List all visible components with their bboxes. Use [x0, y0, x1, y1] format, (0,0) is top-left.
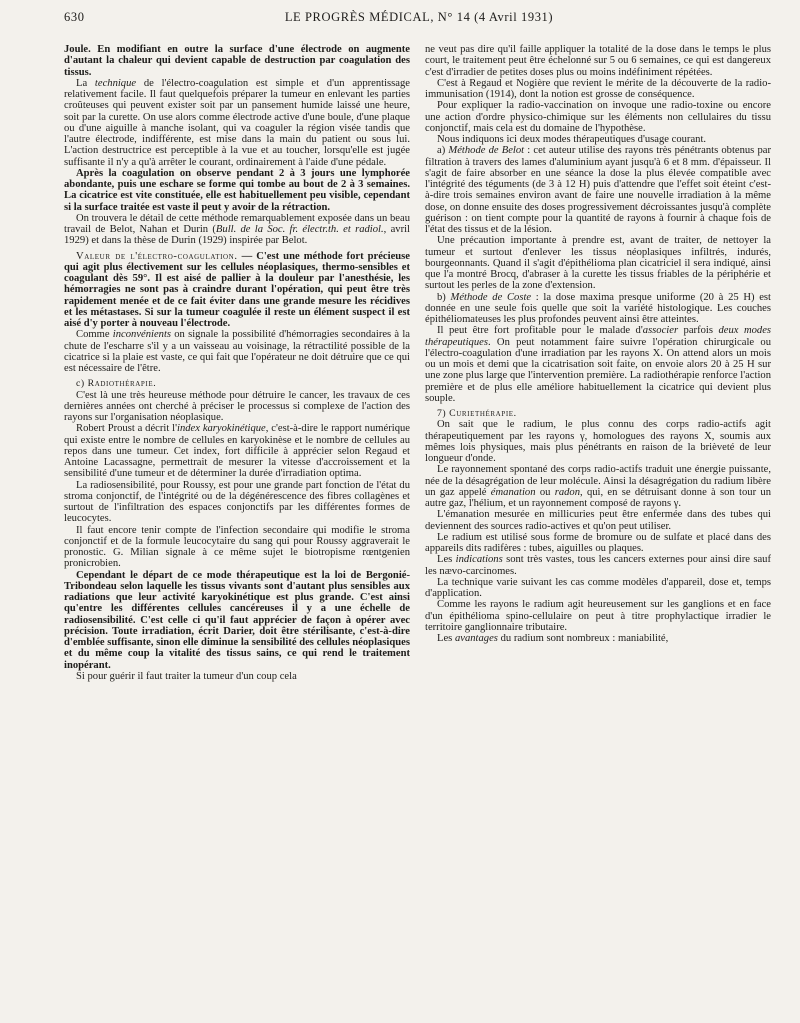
text-run: Comme	[76, 329, 113, 341]
text-run: Méthode de Coste	[450, 291, 532, 303]
text-run: Curiethérapie.	[449, 408, 517, 419]
text-run: Les	[437, 633, 455, 644]
text-run: : la dose maxima presque uniforme (20 à 25 H) est donnée en une seule fois quelle que soit la variété histologique. Les couches épithéliomateuses les plus profondes peuvent ainsi être atteintes.	[425, 291, 771, 325]
paragraph	[425, 325, 771, 404]
text-run: : cet auteur utilise des rayons très pénétrants obtenus par filtration à travers des lames d'aluminium ayant jusqu'à 6 et 8 mm. d'épaisseur. Il s'agit de faire absorber en une séance la dose la plus élevée compatible avec l'intégrité des téguments (de 3 à 12 H) puis d'attendre que l'effet soit éteint c'est-à-dire trois semaines environ avant de faire une nouvelle irradiation à la même dose, on donne ensuite des doses progressivement décroissantes jusqu'à complète guérison : on tient compte pour la quantité de rayons à fournir à chaque fois de l'état des tissus et de la lésion.	[425, 145, 771, 235]
text-run: Robert Proust a décrit l'	[76, 423, 178, 435]
text-run: du radium sont nombreux : maniabilité,	[497, 633, 669, 644]
paragraph: Si pour guérir il faut traiter la tumeur d'un coup cela	[76, 670, 297, 682]
page-number: 630	[64, 10, 85, 24]
text-run: index karyokinétique	[177, 423, 266, 435]
paragraph	[64, 329, 410, 374]
text-run: indications	[455, 554, 503, 566]
text-run: ou	[535, 486, 555, 498]
paragraph: Comme les rayons le radium agit heureusement sur les ganglions et en face d'un épithélioma spino-cellulaire on peut à titre prophylactique irradier le territoire ganglionnaire tributaire.	[425, 599, 771, 633]
paragraph: ne veut pas dire qu'il faille appliquer la totalité de la dose dans le temps le plus court, le traitement peut être échelonné sur 5 ou 6 semaines, ce qui est dangereux c'est d'irradier de petites doses plus ou moins indéfiniment répétées.	[425, 44, 771, 78]
text-run: avantages	[454, 633, 498, 644]
section-heading-radiotherapie	[64, 378, 410, 389]
text-run: , c'est-à-dire le rapport numérique qui existe entre le nombre de cellules en karyokinèse et le nombre de cellules au repos dans une tumeur. Cet index, fort difficile à apprécier selon Regaud et Antoine Lacassagne, permettrait de mesurer la vitesse d'accroissement et la sensibilité d'une tumeur et de déterminer la durée d'irradiation optima.	[64, 423, 410, 480]
paragraph: Une précaution importante à prendre est, avant de traiter, de nettoyer la tumeur et surtout d'enlever les tissus néoplasiques infiltrés, indurés, bourgeonnants. Quand il s'agit d'épithélioma plan cicatriciel il sera indiqué, ainsi que l'a montré Brocq, d'abraser à la curette les tissus friables de la périphérie et surtout les perles de la zone d'extension.	[425, 235, 771, 292]
text-run: associer	[642, 325, 679, 337]
paragraph	[425, 633, 771, 644]
text-run: Bull. de la Soc. fr. électr.th. et radiol.	[215, 224, 384, 235]
text-run: Le rayonnement spontané des corps radio-actifs traduit une énergie puissante, née de la désagrégation de leur molécule. Ainsi la désagrégation du radium libère un gaz appelé	[425, 464, 771, 498]
text-run: Méthode de Belot	[448, 145, 525, 157]
running-head: LE PROGRÈS MÉDICAL, N° 14 (4 Avril 1931)	[284, 10, 554, 24]
paragraph: L'émanation mesurée en millicuries peut être enfermée dans des tubes qui deviennent des sources radio-actives et qu'on peut utiliser.	[425, 509, 771, 532]
paragraph: Après la coagulation on observe pendant 2 à 3 jours une lymphorée abondante, puis une eschare se forme qui tombe au bout de 2 à 3 semaines. La cicatrice est vite constituée, elle est habituellement peu visible, cependant si la surface traitée est vaste il peut y avoir de la rétraction.	[64, 167, 410, 213]
paragraph	[64, 251, 410, 330]
paragraph	[425, 554, 771, 577]
text-run: — C'est une méthode fort précieuse qui agit plus électivement sur les cellules néoplasiques, thermo-sensibles et coagulant dès 59°. Il est aisé de pallier à la douleur par l'anesthésie, les hémorragies ne sont pas à craindre durant l'opération, qui peut être très rapidement menée et de ce fait éviter dans une grande mesure les récidives et les métastases. Si sur la tumeur coagulée il reste un élément suspect il est aisé d'y porter à nouveau l'électrode.	[64, 250, 410, 329]
text-run: technique	[94, 77, 137, 89]
paragraph	[425, 292, 771, 326]
text-run: 7)	[437, 408, 450, 419]
text-run: parfois	[678, 325, 719, 337]
paragraph: On sait que le radium, le plus connu des corps radio-actifs agit thérapeutiquement par les rayons γ, homologues des rayons X, soumis aux mêmes lois physiques, mais plus pénétrants en raison de la brièveté de leur longueur d'onde.	[425, 419, 771, 464]
section-heading-curietherapie	[425, 408, 771, 419]
text-run: émanation	[490, 486, 536, 498]
paragraph	[64, 213, 410, 247]
text-run: . On peut notamment faire suivre l'opération chirurgicale ou l'électro-coagulation d'une irradiation par les rayons X. On attend alors un mois ou un mois et demi que la cicatrisation soit faite, on envoie alors 20 à 25 H sur une zone plus large que l'intervention première. La radiothérapie renforce l'action première et de plus elle améliore habituellement la cicatrice qui devient plus souple.	[425, 336, 771, 404]
text-run: inconvénients	[112, 329, 172, 341]
paragraph	[425, 145, 771, 235]
paragraph: C'est là une très heureuse méthode pour détruire le cancer, les travaux de ces dernières années ont cherché à préciser le processus si complexe de l'action des rayons sur l'organisation néoplasique.	[64, 389, 410, 423]
text-run: c)	[76, 378, 88, 390]
text-run: On trouvera le détail de cette méthode remarquablement exposée dans un beau travail de Belot, Nahan et Durin (	[64, 212, 410, 235]
paragraph: C'est à Regaud et Nogière que revient le mérite de la découverte de la radio-immunisation (1914), dont la notion est grosse de conséquence.	[425, 77, 771, 100]
text-run: b)	[437, 291, 451, 303]
text-run: de l'électro-coagulation est simple et d'un apprentissage relativement facile. Il faut quelquefois préparer la tumeur en enlevant les parties croûteuses qui peuvent exister soit par un pansement humide laissé une heure, soit par la curette. On use alors comme électrode active d'une boule, d'une plaque ou d'une aiguille à manche isolant, qui va coaguler la région visée tandis que l'autre électrode, indifférente, est mise dans la main du patient ou sous lui. L'action destructrice est perceptible à la vue et au toucher, lorsqu'elle est jugée suffisante il n'y a qu'à arrêter le courant, ordinairement à l'aide d'une pédale.	[64, 77, 410, 168]
text-run: La	[76, 77, 95, 89]
paragraph: Il faut encore tenir compte de l'infection secondaire qui modifie le stroma conjonctif et de la formule leucocytaire du sang qui pour Roussy aggraverait le pronostic. G. Milian signale à ce même sujet le biotropisme rœntgenien pronicrobien.	[64, 524, 410, 570]
text-run: , qui, en se détruisant donne à son tour un autre gaz, l'hélium, et un rayonnement composé de rayons γ.	[425, 486, 771, 509]
text-run: , avril 1929) et dans la thèse de Durin (1929) inspirée par Belot.	[64, 224, 410, 247]
text-run: sont très vastes, tous les cancers externes pour ainsi dire sauf les nævo-carcinomes.	[425, 554, 771, 577]
paragraph: La radiosensibilité, pour Roussy, est pour une grande part fonction de l'état du stroma conjonctif, de l'intégrité ou de la dégénérescence des fibres collagènes et surtout de l'infiltration des espaces conjonctifs par les différentes formes de leucocytes.	[64, 479, 410, 525]
text-run: Les	[437, 554, 456, 566]
text-run: radon	[554, 486, 581, 498]
paragraph: La technique varie suivant les cas comme modèles d'appareil, dose et, temps d'application.	[425, 576, 771, 599]
paragraph	[64, 78, 410, 168]
text-run: a)	[437, 145, 449, 157]
paragraph: Joule. En modifiant en outre la surface d'une électrode on augmente d'autant la chaleur qui devient capable de destruction par coagulation des tissus.	[64, 44, 410, 78]
paragraph: Cependant le départ de ce mode thérapeutique est la loi de Bergonié-Tribondeau selon laquelle les tissus vivants sont d'autant plus sensibles aux radiations que leur activité karyokinétique est plus grande. C'est ainsi qu'entre les différentes cellules cancéreuses il y a une échelle de radiosensibilité. C'est celle ci qu'il faut apprécier de façon à opérer avec précision. Toute irradiation, écrit Darier, doit être stérilisante, c'est-à-dire d'emblée suffisante, sinon elle diminue la sensibilité des cellules néoplasiques et du même coup la vitalité des tissus sains, ce qui rend le traitement inopérant.	[64, 569, 410, 671]
section-heading-value: Valeur de l'électro-coagulation.	[76, 250, 238, 262]
text-run: Il peut être fort profitable pour le malade d'	[437, 325, 643, 337]
paragraph	[425, 464, 771, 509]
paragraph: Le radium est utilisé sous forme de bromure ou de sulfate et placé dans des appareils dits radifères : tubes, aiguilles ou plaques.	[425, 531, 771, 554]
right-column	[425, 44, 771, 1016]
page-header	[64, 10, 774, 32]
text-run: Radiothérapie.	[87, 378, 157, 390]
text-run: on signale la possibilité d'hémorragies secondaires à la chute de l'escharre s'il y a un vaisseau au voisinage, la rétractilité possible de la cicatrice si la plaie est vaste, ce qui fait que l'opérateur ne doit détruire que ce qui est nécessaire de l'être.	[64, 329, 410, 374]
paragraph: Pour expliquer la radio-vaccination on invoque une radio-toxine ou encore une action d'ordre physico-chimique sur les éléments non cellulaires du tissu conjonctif, mais cela est du domaine de l'hypothèse.	[425, 100, 771, 134]
left-column	[64, 44, 410, 1016]
paragraph: Nous indiquons ici deux modes thérapeutiques d'usage courant.	[437, 134, 707, 145]
text-run: deux modes thérapeutiques	[425, 325, 771, 348]
paragraph	[64, 423, 410, 479]
